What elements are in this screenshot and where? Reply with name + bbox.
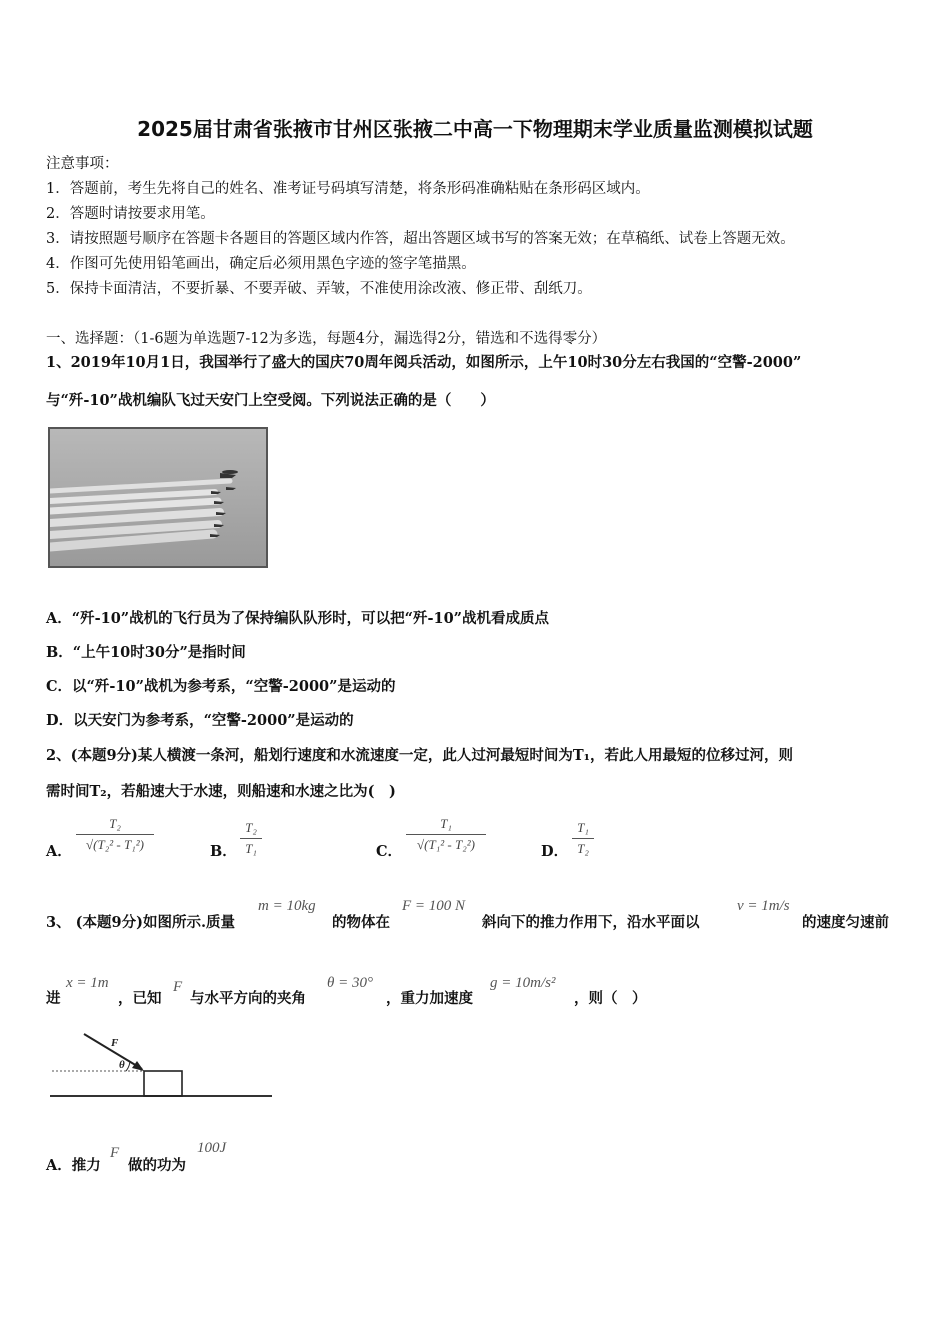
q2-option-d-fraction[interactable] [572, 820, 594, 857]
fraction-bar [406, 834, 486, 835]
q2-option-c-fraction[interactable] [406, 816, 486, 853]
q3-stem-text: 斜向下的推力作用下，沿水平面以 [482, 914, 700, 931]
q3-velocity-expression: v = 1m/s [737, 898, 790, 914]
denominator: T₂ [577, 841, 589, 856]
denominator: √(T₁² - T₂²) [417, 837, 475, 852]
fraction-bar [572, 838, 594, 839]
note-item: 4．作图可先使用铅笔画出，确定后必须用黑色字迹的签字笔描黑。 [46, 256, 476, 272]
q2-option-b-label[interactable]: B． [210, 843, 237, 860]
fraction-bar [76, 834, 154, 835]
q3-stem-text: 的物体在 [332, 914, 390, 931]
q3-stem-prefix: 3、 (本题9分)如图所示.质量 [46, 914, 235, 931]
q1-stem-line1: 1、2019年10月1日，我国举行了盛大的国庆70周年阅兵活动，如图所示，上午10时30分左右我国的“空警-2000” [46, 354, 802, 371]
q2-stem-line2: 需时间T₂，若船速大于水速，则船速和水速之比为( ) [46, 783, 396, 800]
note-item: 5．保持卡面清洁，不要折暴、不要弄破、弄皱，不准使用涂改液、修正带、刮纸刀。 [46, 281, 592, 297]
q3-option-a-text: 做的功为 [128, 1157, 186, 1174]
q3-stem-text: 的速度匀速前 [802, 914, 889, 931]
q2-stem-line1: 2、(本题9分)某人横渡一条河，船划行速度和水流速度一定，此人过河最短时间为T₁，若此人用最短的位移过河，则 [46, 747, 794, 764]
denominator: √(T₂² - T₁²) [86, 837, 144, 852]
q2-option-a-fraction[interactable] [76, 816, 154, 853]
q3-distance-expression: x = 1m [66, 975, 109, 991]
section-heading: 一、选择题：（1-6题为单选题7-12为多选，每题4分，漏选得2分，错选和不选得零分） [46, 331, 607, 347]
notes-header: 注意事项： [46, 156, 119, 172]
q3-stem-text: ，重力加速度 [386, 990, 473, 1007]
q3-force-diagram [46, 1030, 276, 1112]
numerator: T₂ [109, 816, 121, 831]
fraction-bar [240, 838, 262, 839]
q3-angle-expression: θ = 30° [327, 975, 373, 991]
q3-stem-text: ，已知 [118, 990, 162, 1007]
note-item: 3．请按照题号顺序在答题卡各题目的答题区域内作答，超出答题区域书写的答案无效；在草稿纸、试卷上答题无效。 [46, 231, 795, 247]
q3-option-a-value: 100J [197, 1140, 227, 1156]
q2-option-c-label[interactable]: C． [376, 843, 403, 860]
q3-stem-text: ，则（ ） [574, 990, 647, 1007]
q2-option-b-fraction[interactable] [240, 820, 262, 857]
note-item: 1．答题前，考生先将自己的姓名、准考证号码填写清楚，将条形码准确粘贴在条形码区域内。 [46, 181, 650, 197]
denominator: T₁ [245, 841, 257, 856]
q3-mass-expression: m = 10kg [258, 898, 316, 914]
parade-jets-photo [48, 427, 268, 568]
q3-force-expression: F = 100 N [402, 898, 466, 914]
q2-option-d-label[interactable]: D． [541, 843, 569, 860]
diagram-force-label: F [111, 1037, 119, 1049]
numerator: T₁ [577, 820, 589, 835]
diagram-angle-label: θ [119, 1059, 125, 1071]
q1-option-d[interactable]: D．以天安门为参考系，“空警-2000”是运动的 [46, 712, 354, 729]
note-item: 2．答题时请按要求用笔。 [46, 206, 215, 222]
q1-stem-line2: 与“歼-10”战机编队飞过天安门上空受阅。下列说法正确的是（ ） [46, 392, 495, 409]
q1-option-b[interactable]: B．“上午10时30分”是指时间 [46, 644, 246, 661]
q3-gravity-expression: g = 10m/s² [490, 975, 556, 991]
q3-stem-text: 与水平方向的夹角 [190, 990, 306, 1007]
q3-option-a-force-symbol: F [110, 1145, 120, 1161]
q3-option-a[interactable]: A．推力 [46, 1157, 101, 1174]
q3-force-symbol: F [173, 979, 183, 995]
page-title: 2025届甘肃省张掖市甘州区张掖二中高一下物理期末学业质量监测模拟试题 [137, 117, 813, 141]
q1-option-a[interactable]: A．“歼-10”战机的飞行员为了保持编队队形时，可以把“歼-10”战机看成质点 [46, 610, 550, 627]
q1-option-c[interactable]: C．以“歼-10”战机为参考系，“空警-2000”是运动的 [46, 678, 396, 695]
q3-stem-text: 进 [46, 990, 61, 1007]
numerator: T₁ [440, 816, 452, 831]
q2-option-a-label[interactable]: A． [46, 843, 72, 860]
numerator: T₂ [245, 820, 257, 835]
